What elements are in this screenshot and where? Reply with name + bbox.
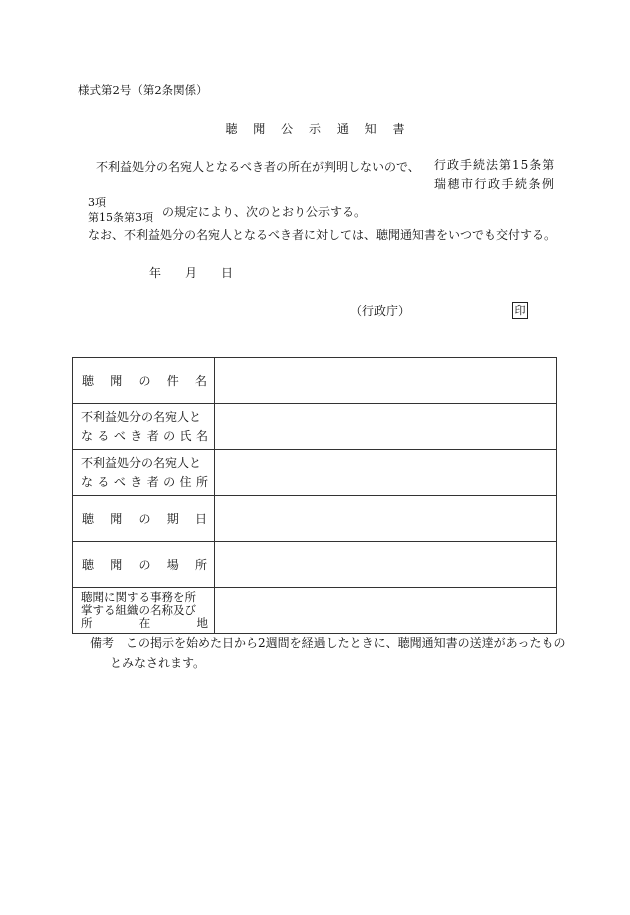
label-char: 所 xyxy=(195,474,208,489)
remark-line-2: とみなされます。 xyxy=(110,656,206,670)
label-line: 不利益処分の名宛人と xyxy=(81,455,202,470)
label-char: 件 xyxy=(166,374,179,388)
label-char: 日 xyxy=(194,512,207,526)
title-char: 通 xyxy=(336,122,349,136)
label-char: べ xyxy=(113,474,126,489)
notice-paragraph-tail: の規定により、次のとおり公示する。 xyxy=(162,205,367,219)
label-char: べ xyxy=(113,428,126,443)
table-row xyxy=(73,450,557,496)
label-char: 所 xyxy=(194,558,207,572)
label-char: る xyxy=(97,428,110,443)
hearing-details-table xyxy=(72,357,557,634)
law-subreference-line2: 第15条第3項 xyxy=(88,211,153,224)
label-char: 所 xyxy=(81,616,93,630)
label-char: の xyxy=(163,428,176,443)
label-char: 地 xyxy=(196,616,208,630)
notice-paragraph-main: 不利益処分の名宛人となるべき者の所在が判明しないので、 xyxy=(96,160,420,174)
label-char: な xyxy=(81,428,94,443)
row-label-hearing-subject xyxy=(73,358,215,404)
row-label-hearing-date xyxy=(73,496,215,542)
table-row xyxy=(73,496,557,542)
value-cell-hearing-date[interactable] xyxy=(215,496,557,542)
label-char: な xyxy=(81,474,94,489)
table-row xyxy=(73,358,557,404)
label-char: 聴 xyxy=(82,374,95,388)
table-row xyxy=(73,542,557,588)
row-label-addressee-name xyxy=(73,404,215,450)
label-char: き xyxy=(130,474,143,489)
row-label-organization xyxy=(73,588,215,634)
label-char: の xyxy=(138,558,151,572)
label-line: 不利益処分の名宛人と xyxy=(81,409,202,424)
label-char: 名 xyxy=(194,374,207,388)
title-char: 書 xyxy=(392,122,405,136)
table-row xyxy=(73,404,557,450)
notice-paragraph-2: なお、不利益処分の名宛人となるべき者に対しては、聴聞通知書をいつでも交付する。 xyxy=(88,228,557,242)
title-char: 聞 xyxy=(253,122,266,136)
label-char: る xyxy=(97,474,110,489)
value-cell-addressee-name[interactable] xyxy=(215,404,557,450)
law-subreference-line1: 3項 xyxy=(88,196,106,209)
label-char: 聞 xyxy=(110,374,123,388)
label-char: 期 xyxy=(166,512,179,526)
label-char: の xyxy=(138,512,151,526)
label-char: 氏 xyxy=(179,428,192,443)
form-number: 様式第2号（第2条関係） xyxy=(78,83,208,97)
document-title xyxy=(0,122,630,136)
row-label-addressee-address xyxy=(73,450,215,496)
label-char: 聴 xyxy=(82,558,95,572)
label-char: き xyxy=(130,428,143,443)
label-char: 場 xyxy=(166,558,179,572)
remark-line-1: 備考 この掲示を始めた日から2週間を経過したときに、聴聞通知書の送達があったもの xyxy=(90,636,566,650)
label-char: 名 xyxy=(195,428,208,443)
value-cell-addressee-address[interactable] xyxy=(215,450,557,496)
label-char: 者 xyxy=(146,428,159,443)
law-reference-line1: 行政手続法第15条第 xyxy=(434,158,556,172)
label-char: 者 xyxy=(146,474,159,489)
label-char: 聴 xyxy=(82,512,95,526)
title-char: 知 xyxy=(364,122,377,136)
row-label-hearing-place xyxy=(73,542,215,588)
value-cell-hearing-place[interactable] xyxy=(215,542,557,588)
label-line: 掌する組織の名称及び xyxy=(81,603,196,617)
label-char: の xyxy=(138,374,151,388)
table-row xyxy=(73,588,557,634)
title-char: 公 xyxy=(281,122,294,136)
value-cell-hearing-subject[interactable] xyxy=(215,358,557,404)
title-char: 示 xyxy=(308,122,321,136)
value-cell-organization[interactable] xyxy=(215,588,557,634)
law-reference-line2: 瑞穂市行政手続条例 xyxy=(434,177,556,191)
date-line: 年 月 日 xyxy=(149,266,234,280)
label-char: 住 xyxy=(179,474,192,489)
agency-label: （行政庁） xyxy=(350,304,411,318)
label-char: の xyxy=(163,474,176,489)
seal-stamp: 印 xyxy=(512,302,528,319)
label-char: 在 xyxy=(138,616,151,630)
title-char: 聴 xyxy=(225,122,238,136)
label-char: 聞 xyxy=(110,558,123,572)
label-line: 聴聞に関する事務を所 xyxy=(81,590,196,604)
label-char: 聞 xyxy=(110,512,123,526)
